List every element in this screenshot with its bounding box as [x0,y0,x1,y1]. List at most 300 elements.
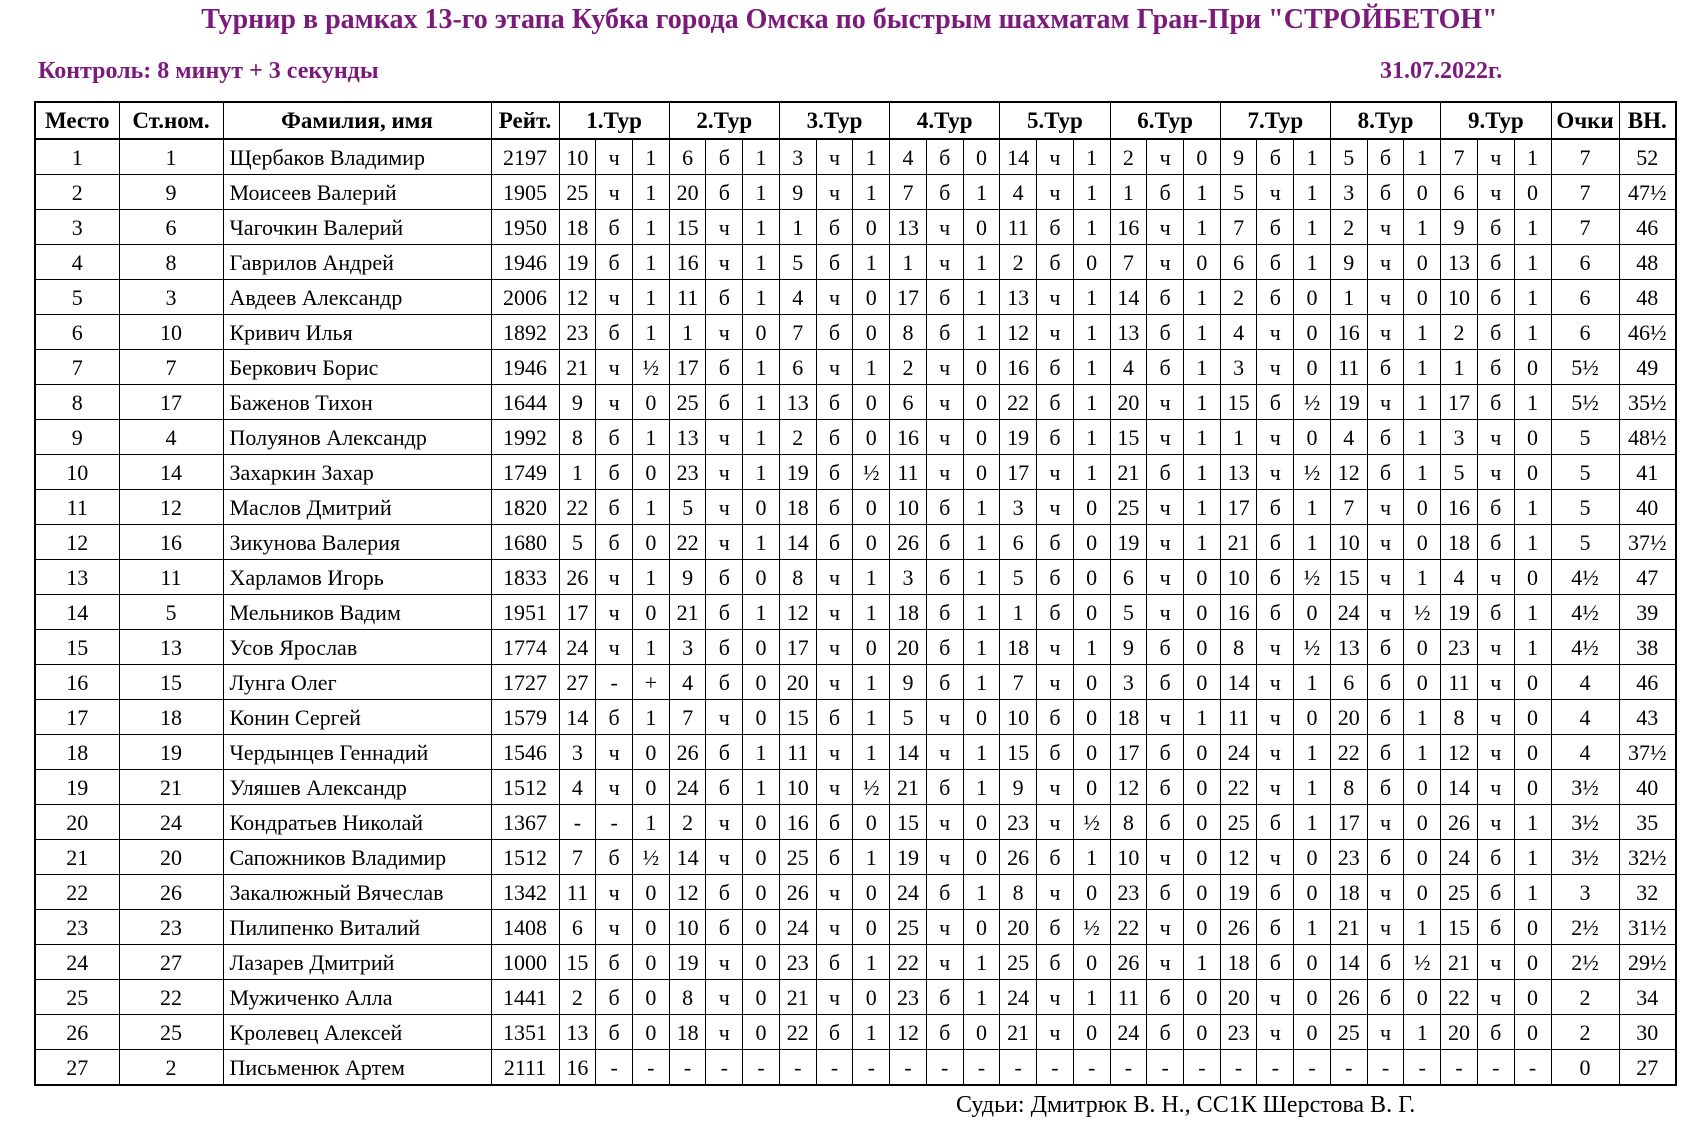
color-cell: б [1257,560,1294,595]
result-cell: 1 [1073,840,1110,875]
opponent-cell: 24 [1220,735,1257,770]
opponent-cell: 5 [1000,560,1037,595]
player-name-cell: Усов Ярослав [223,630,491,665]
opponent-cell: 24 [1330,595,1367,630]
color-cell: б [1477,525,1514,560]
color-cell: ч [706,945,743,980]
tiebreak-cell: 41 [1619,455,1676,490]
result-cell: 0 [1183,980,1220,1015]
color-cell: ч [1257,420,1294,455]
color-cell: б [706,350,743,385]
points-cell: 2 [1551,1015,1619,1050]
result-cell: 0 [743,910,780,945]
opponent-cell: 7 [1330,490,1367,525]
opponent-cell: 21 [1441,945,1478,980]
result-cell: 1 [963,770,1000,805]
header-round-4: 4.Тур [890,102,1000,139]
color-cell: ч [1037,1015,1074,1050]
player-name-cell: Маслов Дмитрий [223,490,491,525]
result-cell: ½ [853,770,890,805]
opponent-cell: 8 [1220,630,1257,665]
opponent-cell: 2 [1330,210,1367,245]
color-cell: ч [1257,665,1294,700]
result-cell: 0 [853,980,890,1015]
opponent-cell: 4 [1220,315,1257,350]
result-cell: 0 [1073,1015,1110,1050]
result-cell: 1 [1294,525,1331,560]
color-cell: ч [1147,840,1184,875]
start-number-cell: 6 [119,210,223,245]
result-cell: 1 [632,630,669,665]
start-number-cell: 26 [119,875,223,910]
tiebreak-cell: 47 [1619,560,1676,595]
color-cell: б [926,665,963,700]
place-cell: 11 [35,490,119,525]
opponent-cell: 10 [890,490,927,525]
color-cell: ч [1147,490,1184,525]
result-cell: 0 [963,210,1000,245]
points-cell: 4 [1551,735,1619,770]
opponent-cell: 4 [779,280,816,315]
result-cell: 0 [1183,840,1220,875]
player-name-cell: Сапожников Владимир [223,840,491,875]
result-cell: - [632,1050,669,1086]
opponent-cell: 8 [1330,770,1367,805]
opponent-cell: 25 [559,175,596,210]
result-cell: 1 [743,735,780,770]
opponent-cell: 6 [1110,560,1147,595]
color-cell: ч [1037,139,1074,175]
rating-cell: 1833 [491,560,559,595]
place-cell: 22 [35,875,119,910]
result-cell: 0 [1294,945,1331,980]
opponent-cell: 17 [779,630,816,665]
opponent-cell: - [1330,1050,1367,1086]
result-cell: 0 [1514,945,1551,980]
opponent-cell: 11 [890,455,927,490]
result-cell: 0 [1404,525,1441,560]
result-cell: 1 [1073,175,1110,210]
place-cell: 16 [35,665,119,700]
result-cell: 1 [632,490,669,525]
color-cell: б [706,385,743,420]
color-cell: ч [1477,420,1514,455]
color-cell: б [1037,210,1074,245]
color-cell: ч [1477,770,1514,805]
opponent-cell: 4 [1441,560,1478,595]
color-cell: ч [926,840,963,875]
result-cell: 1 [1183,455,1220,490]
player-name-cell: Баженов Тихон [223,385,491,420]
color-cell: - [1367,1050,1404,1086]
player-name-cell: Чагочкин Валерий [223,210,491,245]
opponent-cell: 1 [669,315,706,350]
result-cell: 0 [1073,945,1110,980]
place-cell: 13 [35,560,119,595]
start-number-cell: 11 [119,560,223,595]
color-cell: ч [816,980,853,1015]
table-row [35,350,1676,385]
result-cell: 1 [1183,175,1220,210]
opponent-cell: 20 [779,665,816,700]
opponent-cell: 6 [1330,665,1367,700]
color-cell: ч [596,630,633,665]
points-cell: 7 [1551,175,1619,210]
opponent-cell: 17 [669,350,706,385]
color-cell: ч [1367,280,1404,315]
opponent-cell: 8 [779,560,816,595]
color-cell: ч [706,840,743,875]
opponent-cell: 27 [559,665,596,700]
tiebreak-cell: 32½ [1619,840,1676,875]
points-cell: 3½ [1551,805,1619,840]
opponent-cell: 1 [890,245,927,280]
points-cell: 4½ [1551,595,1619,630]
color-cell: ч [1477,630,1514,665]
color-cell: ч [926,350,963,385]
opponent-cell: 1 [1110,175,1147,210]
tiebreak-cell: 34 [1619,980,1676,1015]
result-cell: 0 [632,875,669,910]
opponent-cell: 18 [1441,525,1478,560]
header-round-6: 6.Тур [1110,102,1220,139]
opponent-cell: 23 [1110,875,1147,910]
color-cell: б [706,665,743,700]
color-cell: - [816,1050,853,1086]
opponent-cell: 13 [1110,315,1147,350]
place-cell: 20 [35,805,119,840]
color-cell: ч [1367,210,1404,245]
color-cell: ч [1477,735,1514,770]
color-cell: б [926,630,963,665]
opponent-cell: 21 [669,595,706,630]
result-cell: ½ [632,350,669,385]
color-cell: ч [926,910,963,945]
result-cell: 0 [1514,420,1551,455]
result-cell: 1 [1183,945,1220,980]
color-cell: б [1477,315,1514,350]
opponent-cell: 25 [890,910,927,945]
opponent-cell: 9 [1330,245,1367,280]
place-cell: 19 [35,770,119,805]
result-cell: 1 [853,1015,890,1050]
start-number-cell: 5 [119,595,223,630]
color-cell: ч [1257,315,1294,350]
result-cell: 0 [743,700,780,735]
rating-cell: 1774 [491,630,559,665]
opponent-cell: 3 [1441,420,1478,455]
result-cell: 1 [1404,1015,1441,1050]
color-cell: ч [706,980,743,1015]
opponent-cell: 18 [1220,945,1257,980]
opponent-cell: 25 [1441,875,1478,910]
result-cell: 0 [1514,665,1551,700]
color-cell: ч [596,875,633,910]
points-cell: 6 [1551,280,1619,315]
result-cell: 1 [853,840,890,875]
result-cell: 1 [1514,840,1551,875]
header-round-1: 1.Тур [559,102,669,139]
result-cell: 0 [743,875,780,910]
color-cell: ч [706,315,743,350]
result-cell: 1 [1183,490,1220,525]
opponent-cell: 2 [1441,315,1478,350]
opponent-cell: 19 [890,840,927,875]
table-row [35,840,1676,875]
opponent-cell: 10 [1441,280,1478,315]
color-cell: ч [816,280,853,315]
result-cell: 1 [743,770,780,805]
result-cell: 0 [963,1015,1000,1050]
result-cell: 1 [1514,210,1551,245]
result-cell: ½ [1404,595,1441,630]
result-cell: 1 [963,525,1000,560]
color-cell: ч [1037,630,1074,665]
color-cell: б [816,1015,853,1050]
player-name-cell: Зикунова Валерия [223,525,491,560]
result-cell: 0 [853,630,890,665]
opponent-cell: 16 [890,420,927,455]
result-cell: 0 [1294,595,1331,630]
color-cell: ч [1257,735,1294,770]
tiebreak-cell: 31½ [1619,910,1676,945]
opponent-cell: 13 [779,385,816,420]
result-cell: 0 [1073,595,1110,630]
opponent-cell: 7 [890,175,927,210]
place-cell: 1 [35,139,119,175]
player-name-cell: Конин Сергей [223,700,491,735]
opponent-cell: 15 [669,210,706,245]
color-cell: ч [596,735,633,770]
opponent-cell: 21 [1110,455,1147,490]
result-cell: 0 [1183,805,1220,840]
color-cell: ч [1257,455,1294,490]
rating-cell: 2111 [491,1050,559,1086]
result-cell: 0 [853,210,890,245]
color-cell: б [816,315,853,350]
color-cell: б [1037,560,1074,595]
color-cell: ч [1477,980,1514,1015]
points-cell: 5 [1551,490,1619,525]
color-cell: б [1037,385,1074,420]
rating-cell: 1367 [491,805,559,840]
tiebreak-cell: 49 [1619,350,1676,385]
opponent-cell: 21 [779,980,816,1015]
opponent-cell: 15 [1000,735,1037,770]
rating-cell: 1441 [491,980,559,1015]
header-round-3: 3.Тур [779,102,889,139]
opponent-cell: 1 [1330,280,1367,315]
color-cell: ч [706,700,743,735]
opponent-cell: 11 [1330,350,1367,385]
result-cell: 1 [853,700,890,735]
opponent-cell: 24 [669,770,706,805]
opponent-cell: 13 [890,210,927,245]
color-cell: б [1257,245,1294,280]
result-cell: 0 [1183,630,1220,665]
rating-cell: 1680 [491,525,559,560]
result-cell: 1 [963,595,1000,630]
result-cell: 0 [632,770,669,805]
opponent-cell: 12 [779,595,816,630]
opponent-cell: 5 [1441,455,1478,490]
player-name-cell: Авдеев Александр [223,280,491,315]
place-cell: 17 [35,700,119,735]
place-cell: 2 [35,175,119,210]
result-cell: 0 [853,315,890,350]
opponent-cell: 12 [1330,455,1367,490]
color-cell: ч [1147,560,1184,595]
table-row [35,420,1676,455]
rating-cell: 2197 [491,139,559,175]
opponent-cell: 25 [1330,1015,1367,1050]
color-cell: ч [1257,840,1294,875]
color-cell: б [816,805,853,840]
color-cell: б [1037,735,1074,770]
result-cell: 0 [1073,700,1110,735]
result-cell: 1 [1073,210,1110,245]
color-cell: б [1477,910,1514,945]
color-cell: б [1367,840,1404,875]
result-cell: 0 [853,875,890,910]
result-cell: 1 [1404,560,1441,595]
opponent-cell: 20 [669,175,706,210]
color-cell: ч [1367,490,1404,525]
header-round-9: 9.Тур [1441,102,1551,139]
color-cell: б [926,560,963,595]
color-cell: ч [1037,315,1074,350]
color-cell: б [1037,595,1074,630]
result-cell: 1 [963,945,1000,980]
color-cell: б [1257,595,1294,630]
color-cell: ч [1147,139,1184,175]
table-row [35,595,1676,630]
place-cell: 25 [35,980,119,1015]
player-name-cell: Захаркин Захар [223,455,491,490]
result-cell: 1 [853,560,890,595]
result-cell: 0 [1404,245,1441,280]
result-cell: 0 [743,945,780,980]
result-cell: 1 [743,595,780,630]
color-cell: б [596,945,633,980]
result-cell: 1 [1183,525,1220,560]
opponent-cell: 19 [1330,385,1367,420]
opponent-cell: 19 [1000,420,1037,455]
opponent-cell: 16 [669,245,706,280]
opponent-cell: 13 [1000,280,1037,315]
table-row [35,980,1676,1015]
table-row [35,700,1676,735]
color-cell: ч [596,350,633,385]
color-cell: б [1037,420,1074,455]
table-row [35,805,1676,840]
color-cell: ч [1257,175,1294,210]
player-name-cell: Моисеев Валерий [223,175,491,210]
place-cell: 4 [35,245,119,280]
color-cell: ч [596,385,633,420]
color-cell: ч [816,350,853,385]
opponent-cell: 2 [1000,245,1037,280]
result-cell: 0 [743,490,780,525]
color-cell: ч [596,139,633,175]
opponent-cell: 4 [1110,350,1147,385]
opponent-cell: 15 [1330,560,1367,595]
opponent-cell: 11 [1110,980,1147,1015]
color-cell: б [816,245,853,280]
color-cell: - [926,1050,963,1086]
start-number-cell: 22 [119,980,223,1015]
points-cell: 5½ [1551,385,1619,420]
opponent-cell: 26 [669,735,706,770]
result-cell: - [1404,1050,1441,1086]
result-cell: 0 [1514,735,1551,770]
opponent-cell: 19 [779,455,816,490]
color-cell: ч [816,560,853,595]
result-cell: 0 [1073,875,1110,910]
result-cell: 0 [1514,455,1551,490]
place-cell: 15 [35,630,119,665]
result-cell: 1 [963,175,1000,210]
color-cell: ч [816,665,853,700]
color-cell: б [596,210,633,245]
opponent-cell: 2 [1110,139,1147,175]
table-row [35,280,1676,315]
table-row [35,525,1676,560]
opponent-cell: 12 [669,875,706,910]
opponent-cell: 15 [890,805,927,840]
color-cell: ч [926,385,963,420]
color-cell: ч [816,595,853,630]
opponent-cell: 5 [559,525,596,560]
color-cell: б [1477,1015,1514,1050]
opponent-cell: 20 [1220,980,1257,1015]
color-cell: - [1257,1050,1294,1086]
place-cell: 23 [35,910,119,945]
color-cell: б [816,700,853,735]
color-cell: б [1147,315,1184,350]
rating-cell: 1992 [491,420,559,455]
opponent-cell: 18 [779,490,816,525]
color-cell: б [706,280,743,315]
opponent-cell: 18 [1000,630,1037,665]
result-cell: 1 [853,175,890,210]
opponent-cell: 9 [1220,139,1257,175]
result-cell: 0 [632,980,669,1015]
points-cell: 6 [1551,245,1619,280]
start-number-cell: 20 [119,840,223,875]
result-cell: 1 [853,735,890,770]
opponent-cell: 8 [890,315,927,350]
color-cell: б [1477,280,1514,315]
opponent-cell: 26 [559,560,596,595]
tiebreak-cell: 29½ [1619,945,1676,980]
color-cell: б [596,455,633,490]
result-cell: 1 [1073,420,1110,455]
opponent-cell: 25 [669,385,706,420]
result-cell: 1 [963,560,1000,595]
header-name: Фамилия, имя [223,102,491,139]
opponent-cell: 19 [1110,525,1147,560]
opponent-cell: 12 [1000,315,1037,350]
result-cell: 0 [1404,875,1441,910]
opponent-cell: 18 [1330,875,1367,910]
place-cell: 12 [35,525,119,560]
result-cell: 0 [743,1015,780,1050]
tiebreak-cell: 39 [1619,595,1676,630]
opponent-cell: 26 [1110,945,1147,980]
color-cell: ч [926,700,963,735]
rating-cell: 1000 [491,945,559,980]
